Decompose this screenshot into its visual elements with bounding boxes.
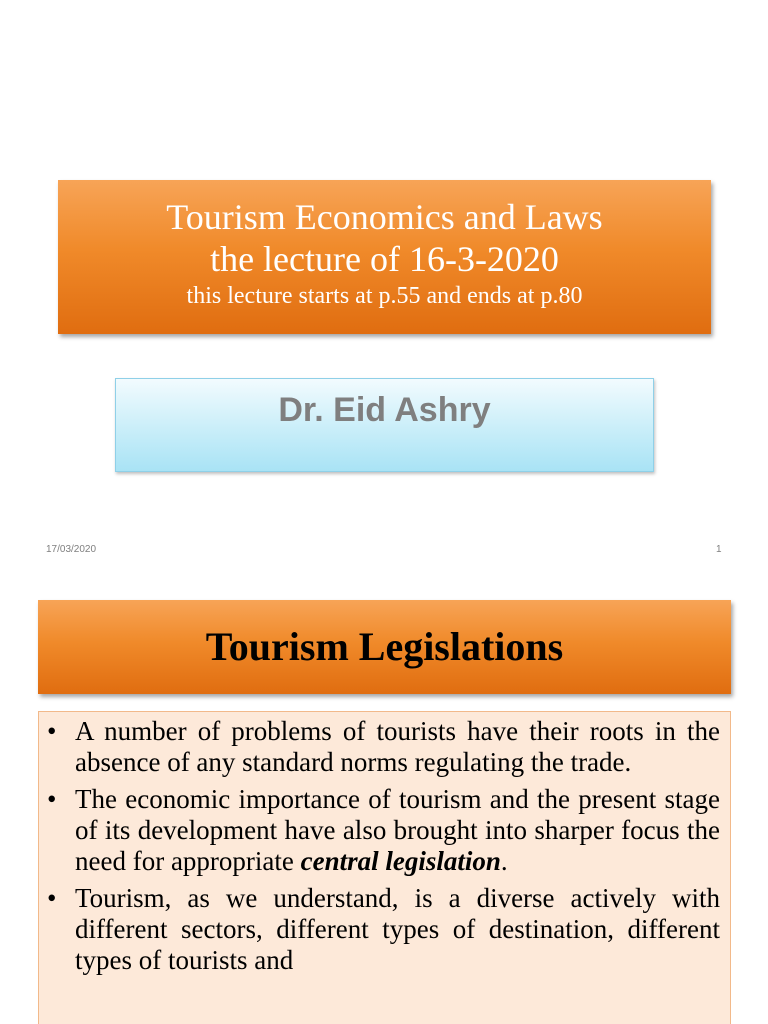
bullet-emphasis: central legislation [300, 846, 501, 876]
lecture-pages-line: this lecture starts at p.55 and ends at p.80 [186, 283, 583, 309]
bullet-icon: • [47, 784, 57, 814]
bullet-icon: • [47, 883, 57, 913]
bullet-item [47, 784, 720, 877]
bullet-text: A number of problems of tourists have their roots in the absence of any standard norms regulating the trade. [75, 716, 720, 777]
slide-heading: Tourism Legislations [205, 624, 564, 669]
bullet-item [47, 883, 720, 976]
lecture-title: Tourism Economics and Laws [166, 197, 603, 237]
slide-number: 1 [716, 544, 722, 555]
bullet-text: Tourism, as we understand, is a diverse actively with different sectors, different types of destination, different types of tourists and [75, 883, 720, 975]
content-box [38, 711, 731, 1024]
bullet-text: The economic importance of tourism and the present stage of its development have also brought into sharper focus the need for appropriate [75, 784, 720, 876]
slide-date: 17/03/2020 [46, 544, 97, 555]
bullet-icon: • [47, 716, 57, 746]
slide-2 [0, 576, 768, 1024]
heading-banner [38, 600, 731, 694]
author-box [115, 378, 654, 472]
bullet-text-end: . [500, 846, 508, 876]
author-name: Dr. Eid Ashry [278, 391, 491, 429]
title-banner [58, 180, 711, 334]
bullet-item [47, 716, 720, 778]
lecture-date-line: the lecture of 16-3-2020 [210, 239, 559, 279]
bullet-list [47, 716, 720, 976]
